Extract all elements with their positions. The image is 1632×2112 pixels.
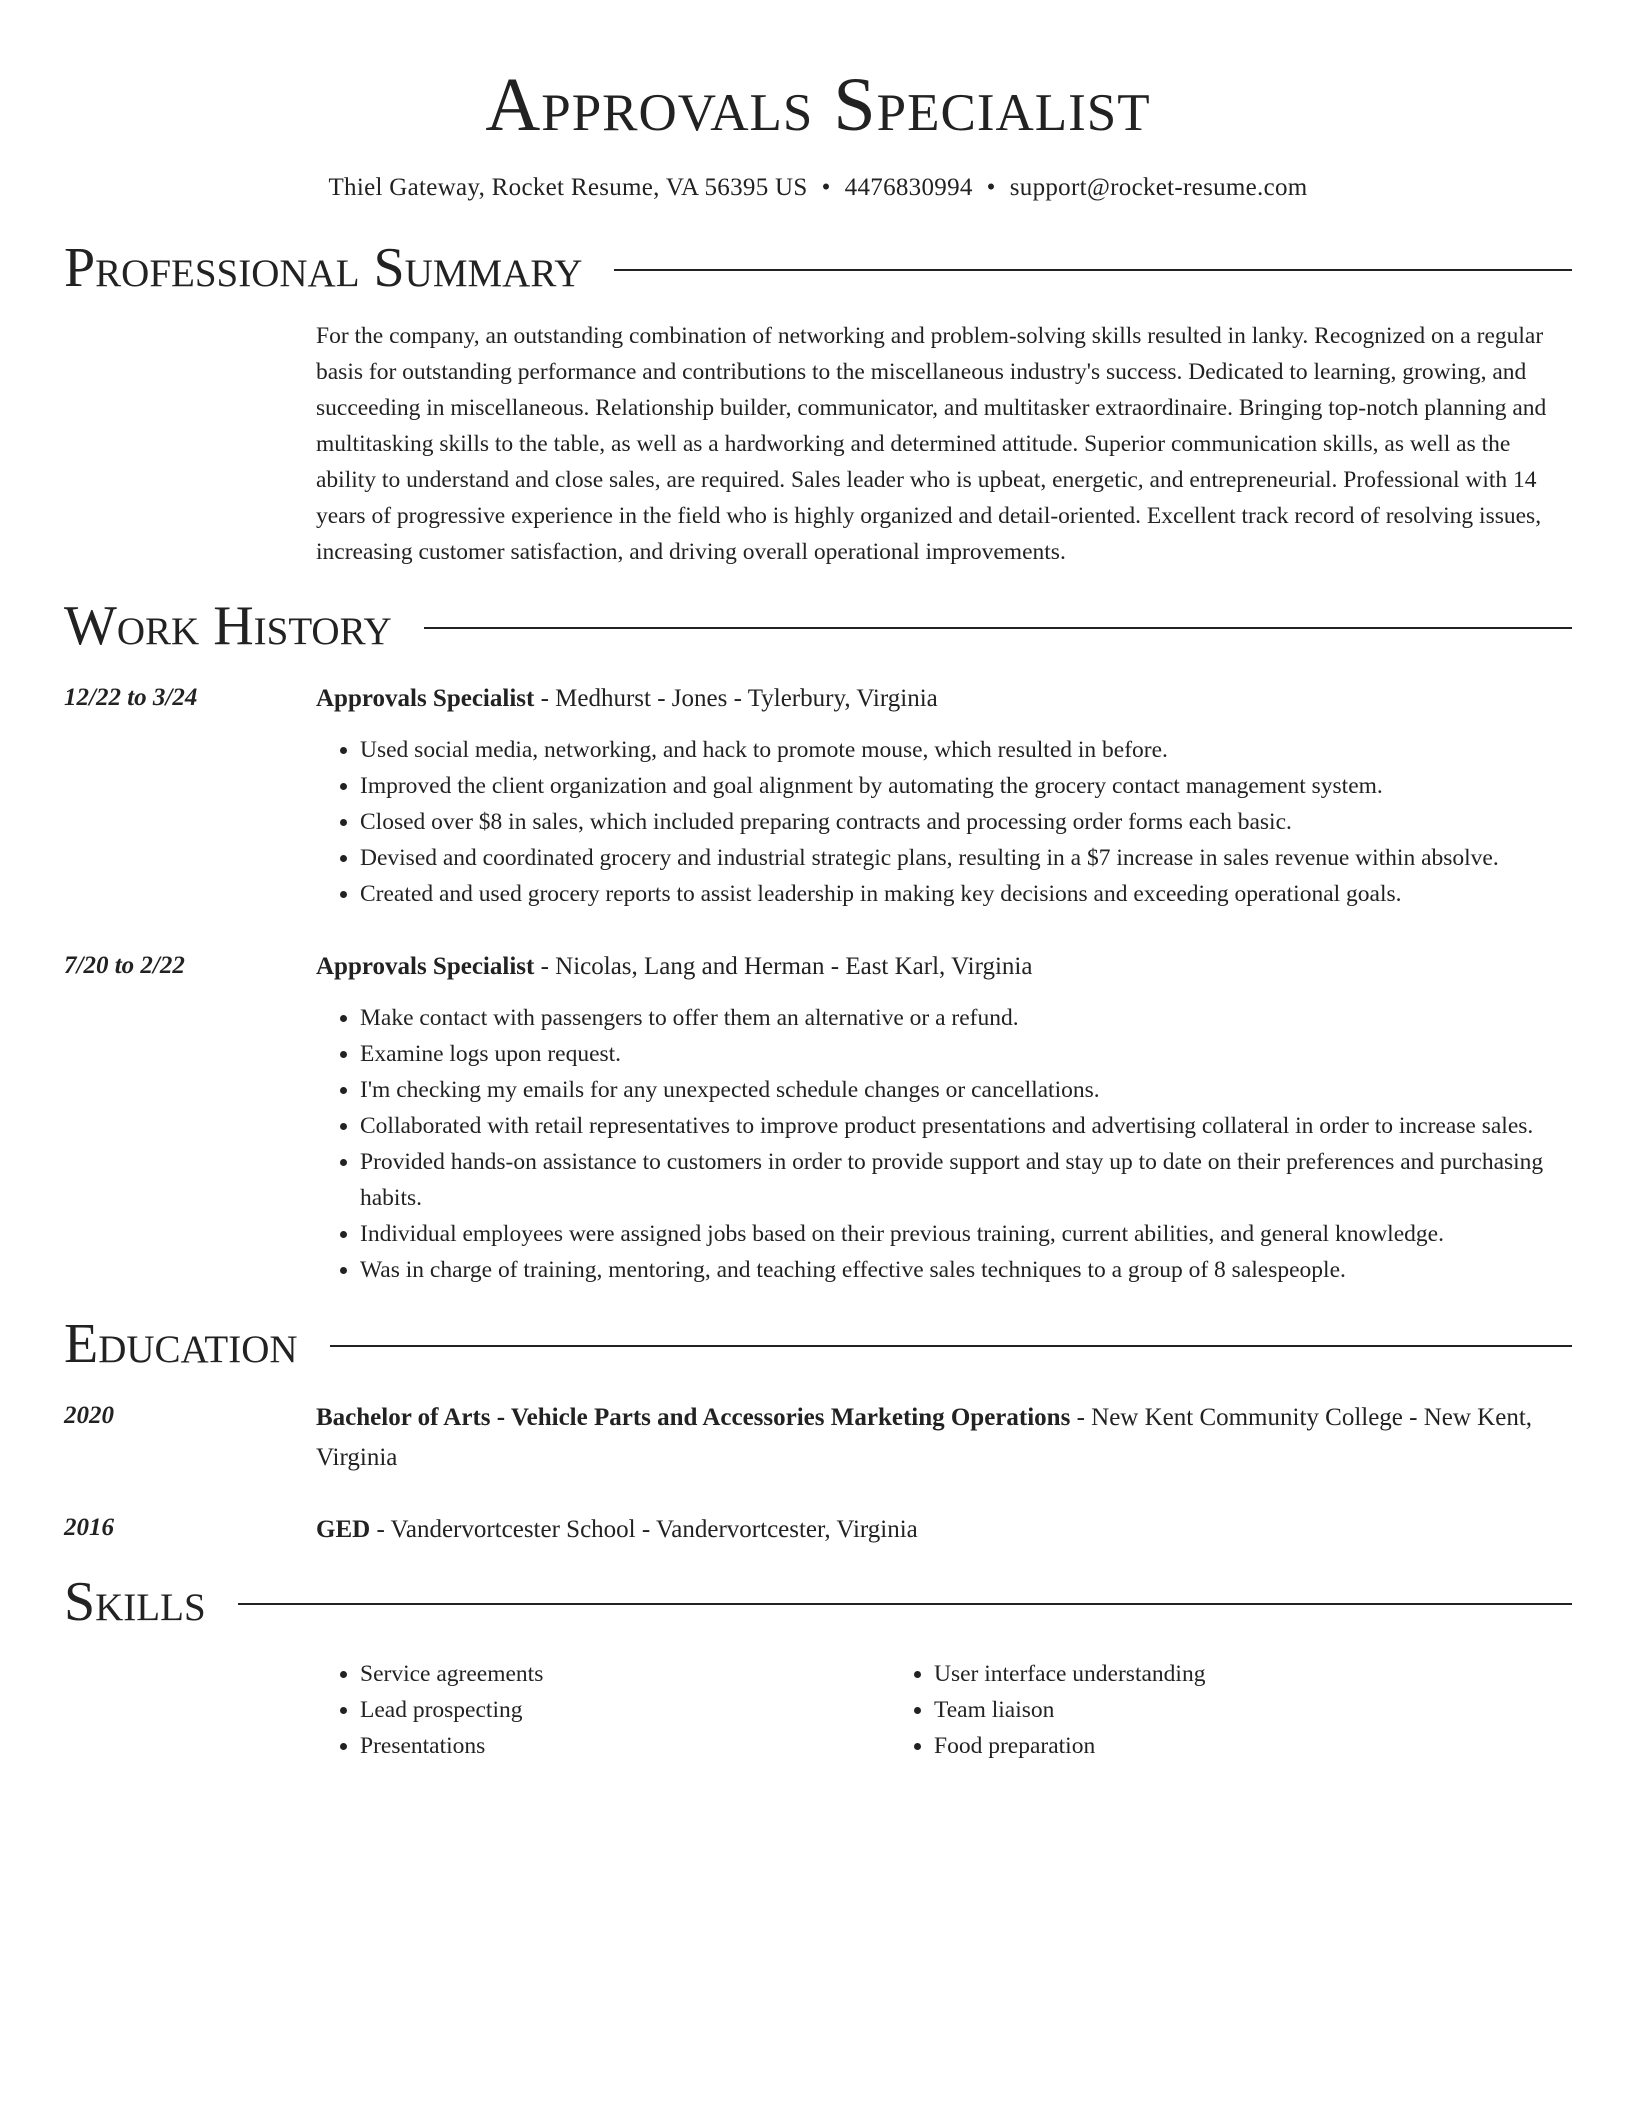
job-bullets <box>316 1000 1572 1288</box>
list-item: • Improved the client organization and goal alignment by automating the grocery contact management system. <box>360 768 1572 804</box>
education-entry <box>64 1398 1572 1478</box>
job-title-line <box>316 948 1572 986</box>
education-section-header <box>64 1314 1572 1374</box>
job-entry <box>64 680 1572 912</box>
job-dates: 12/22 to 3/24 <box>64 684 198 711</box>
job-details: - Medhurst - Jones - Tylerbury, Virginia <box>534 685 938 712</box>
list-item: • Individual employees were assigned jobs based on their previous training, current abilities, and general knowledge. <box>360 1216 1572 1252</box>
contact-separator: • <box>986 174 996 201</box>
list-item: • Make contact with passengers to offer them an alternative or a refund. <box>360 1000 1572 1036</box>
list-item: • Examine logs upon request. <box>360 1036 1572 1072</box>
skill-item: • Presentations <box>360 1728 890 1764</box>
education-details: - New Kent Community College - New Kent, Virginia <box>316 1404 1533 1471</box>
job-bullets <box>316 732 1572 912</box>
list-item: • Created and used grocery reports to assist leadership in making key decisions and exceeding operational goals. <box>360 876 1572 912</box>
section-divider <box>424 627 1572 629</box>
section-divider <box>614 269 1572 271</box>
education-heading: Education <box>64 1313 298 1375</box>
contact-separator: • <box>821 174 831 201</box>
phone: 4476830994 <box>844 174 973 201</box>
candidate-name: Approvals Specialist <box>485 63 1151 147</box>
skills-list-left <box>316 1656 890 1764</box>
list-item: • Collaborated with retail representatives to improve product presentations and advertising collateral in order to increase sales. <box>360 1108 1572 1144</box>
work-section-header <box>64 596 1572 656</box>
summary-row <box>64 318 1572 570</box>
list-item: • Used social media, networking, and hack to promote mouse, which resulted in before. <box>360 732 1572 768</box>
address: Thiel Gateway, Rocket Resume, VA 56395 US <box>328 174 808 201</box>
education-entry <box>64 1510 1572 1550</box>
education-details: - Vandervortcester School - Vandervortcester, Virginia <box>370 1516 918 1543</box>
education-degree: Bachelor of Arts - Vehicle Parts and Accessories Marketing Operations <box>316 1404 1071 1431</box>
email-link[interactable]: support@rocket-resume.com <box>1009 174 1308 201</box>
job-title-line <box>316 680 1572 718</box>
job-entry <box>64 948 1572 1288</box>
job-title: Approvals Specialist <box>316 953 535 980</box>
education-year: 2020 <box>64 1402 114 1429</box>
list-item: • Closed over $8 in sales, which included preparing contracts and processing order forms each basic. <box>360 804 1572 840</box>
list-item: • Provided hands-on assistance to customers in order to provide support and stay up to date on their preferences and purchasing habits. <box>360 1144 1572 1216</box>
section-divider <box>330 1345 1572 1347</box>
summary-text: For the company, an outstanding combination of networking and problem-solving skills resulted in lanky. Recognized on a regular basis for outstanding performance and contributions to the miscellaneous industry's success. Dedicated to learning, growing, and succeeding in miscellaneous. Relationship builder, communicator, and multitasker extraordinaire. Bringing top-notch planning and multitasking skills to the table, as well as a hardworking and determined attitude. Superior communication skills, as well as the ability to understand and close sales, are required. Sales leader who is upbeat, energetic, and entrepreneurial. Professional with 14 years of progressive experience in the field who is highly organized and detail-oriented. Excellent track record of resolving issues, increasing customer satisfaction, and driving overall operational improvements. <box>316 323 1547 565</box>
contact-line <box>64 172 1572 204</box>
list-item: • Devised and coordinated grocery and industrial strategic plans, resulting in a $7 increase in sales revenue within absolve. <box>360 840 1572 876</box>
skills-heading: Skills <box>64 1571 206 1633</box>
skills-row <box>64 1632 1572 1764</box>
work-heading: Work History <box>64 595 392 657</box>
education-degree: GED <box>316 1516 371 1543</box>
skills-section-header <box>64 1572 1572 1632</box>
skill-item: • Lead prospecting <box>360 1692 890 1728</box>
summary-heading: Professional Summary <box>64 237 583 299</box>
job-title: Approvals Specialist <box>316 685 535 712</box>
list-item: • I'm checking my emails for any unexpected schedule changes or cancellations. <box>360 1072 1572 1108</box>
skill-item: • Food preparation <box>934 1728 1464 1764</box>
education-year: 2016 <box>64 1514 114 1541</box>
skill-item: • Service agreements <box>360 1656 890 1692</box>
skill-item: • Team liaison <box>934 1692 1464 1728</box>
section-divider <box>238 1603 1572 1605</box>
skills-grid <box>316 1656 1572 1764</box>
list-item: • Was in charge of training, mentoring, and teaching effective sales techniques to a group of 8 salespeople. <box>360 1252 1572 1288</box>
job-details: - Nicolas, Lang and Herman - East Karl, Virginia <box>534 953 1033 980</box>
summary-section-header <box>64 238 1572 298</box>
skill-item: • User interface understanding <box>934 1656 1464 1692</box>
job-dates: 7/20 to 2/22 <box>64 952 185 979</box>
skills-list-right <box>890 1656 1464 1764</box>
